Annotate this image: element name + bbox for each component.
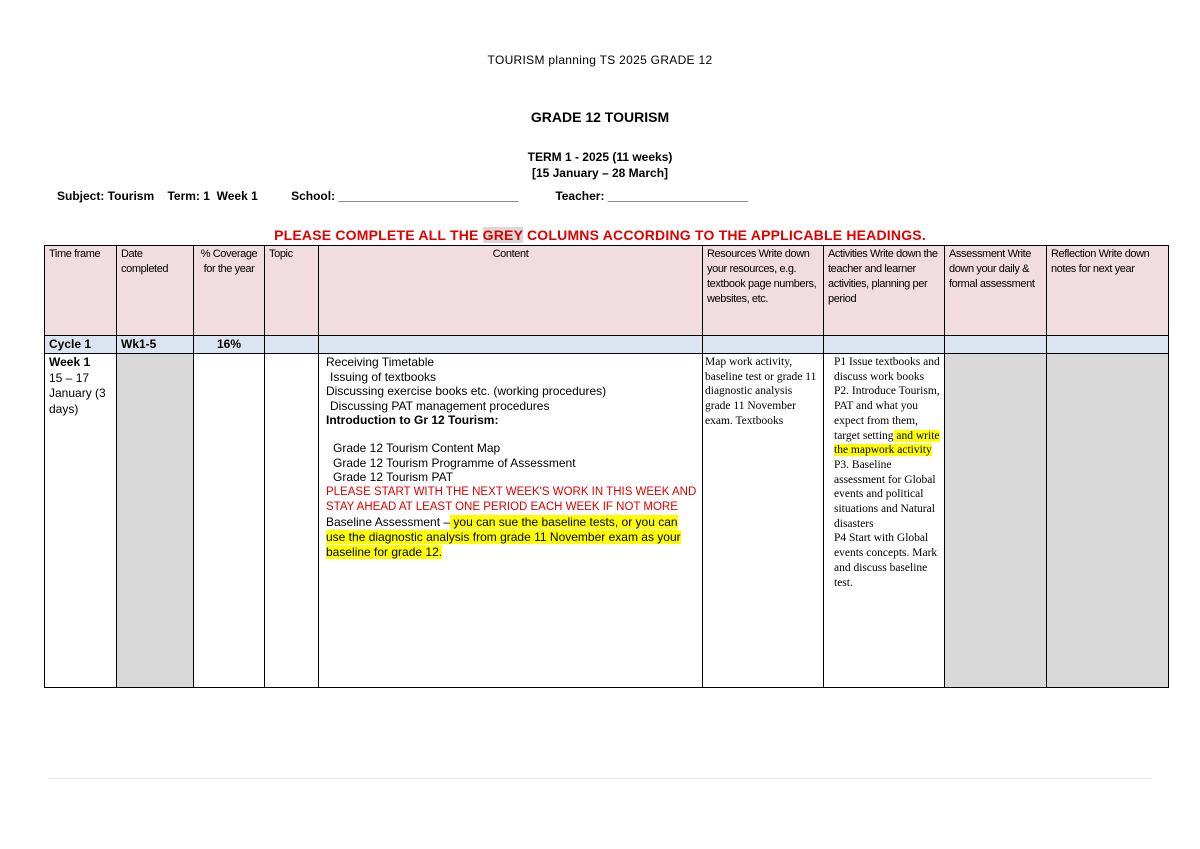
week-label: Week 1 [216, 189, 258, 203]
instruction-banner [0, 227, 1200, 243]
header-activities: Activities Write down the teacher and learner activities, planning per period [824, 246, 945, 336]
baseline-assessment [326, 515, 698, 560]
instruction-text-before: PLEASE COMPLETE ALL THE [274, 227, 483, 243]
baseline-highlight: you can sue the baseline tests, or you can use the diagnostic analysis from grade 11 November exam as your baseline for grade 12. [326, 514, 681, 559]
resources-cell: Map work activity, baseline test or grade 11 diagnostic analysis grade 11 November exam. Textbooks [703, 354, 824, 688]
cycle-cell-content [319, 336, 703, 354]
header-row [45, 246, 1169, 336]
week-cell [45, 354, 117, 688]
school-field: School: ___________________________ [291, 189, 519, 203]
activity-p2-highlight: and write the mapwork activity [834, 429, 940, 457]
content-item: Receiving Timetable [326, 355, 435, 369]
header-date-completed: Date completed [117, 246, 194, 336]
teacher-field: Teacher: _____________________ [555, 189, 748, 203]
reflection-cell[interactable] [1047, 354, 1169, 688]
coverage-cell [194, 354, 265, 688]
intro-heading: Introduction to Gr 12 Tourism: [326, 413, 499, 428]
content-item: Issuing of textbooks [330, 369, 437, 384]
header-content: Content [319, 246, 703, 336]
term-label: Term: 1 [167, 189, 210, 203]
cycle-label: Cycle 1 [45, 336, 117, 354]
cycle-cell-activities [824, 336, 945, 354]
week-number: Week 1 [49, 355, 91, 369]
cycle-cell-reflection [1047, 336, 1169, 354]
activities-cell [824, 354, 945, 688]
header-coverage: % Coverage for the year [194, 246, 265, 336]
intro-item: Grade 12 Tourism Programme of Assessment [333, 455, 576, 470]
date-completed-cell[interactable] [117, 354, 194, 688]
cycle-row [45, 336, 1169, 354]
subject-label: Subject: Tourism [57, 189, 155, 203]
header-reflection: Reflection Write down notes for next year [1047, 246, 1169, 336]
document-title: GRADE 12 TOURISM [530, 109, 670, 125]
activity-p1: P1 Issue textbooks and discuss work books [834, 356, 940, 383]
header-topic: Topic [265, 246, 319, 336]
cycle-cell-assessment [945, 336, 1047, 354]
week-dates: 15 – 17 January (3 days) [49, 370, 106, 416]
term-dates: [15 January – 28 March] [531, 166, 669, 180]
header-time-frame: Time frame [45, 246, 117, 336]
running-header: TOURISM planning TS 2025 GRADE 12 [487, 53, 713, 67]
instruction-text-after: COLUMNS ACCORDING TO THE APPLICABLE HEADINGS. [522, 227, 926, 243]
cycle-coverage: 16% [194, 336, 265, 354]
instruction-grey-word: GREY [482, 227, 523, 243]
term-line: TERM 1 - 2025 (11 weeks) [527, 150, 673, 164]
week-row [45, 354, 1169, 688]
header-resources: Resources Write down your resources, e.g. textbook page numbers, websites, etc. [703, 246, 824, 336]
header-assessment: Assessment Write down your daily & formal assessment [945, 246, 1047, 336]
content-item: Discussing PAT management procedures [330, 398, 550, 413]
cycle-weeks: Wk1-5 [117, 336, 194, 354]
baseline-prefix: Baseline Assessment – [326, 514, 451, 529]
intro-item: Grade 12 Tourism Content Map [333, 440, 501, 455]
cycle-cell-topic [265, 336, 319, 354]
footer-divider [48, 778, 1152, 779]
cycle-cell-resources [703, 336, 824, 354]
assessment-cell[interactable] [945, 354, 1047, 688]
content-cell [319, 354, 703, 688]
topic-cell [265, 354, 319, 688]
activity-p2 [834, 384, 940, 458]
activity-p4: P4 Start with Global events concepts. Mark and discuss baseline test. [834, 532, 938, 589]
activity-p3: P3. Baseline assessment for Global events and political situations and Natural disasters [834, 458, 936, 530]
intro-item: Grade 12 Tourism PAT [333, 470, 454, 485]
red-note: PLEASE START WITH THE NEXT WEEK'S WORK IN THIS WEEK AND STAY AHEAD AT LEAST ONE PERIOD EACH WEEK IF NOT MORE [326, 485, 697, 513]
content-item: Discussing exercise books etc. (working procedures) [326, 384, 607, 399]
planning-table [44, 245, 1169, 688]
info-line [57, 189, 1157, 203]
activity-p2-text: P2. Introduce Tourism, PAT and what you expect from them, target setting [834, 385, 940, 442]
